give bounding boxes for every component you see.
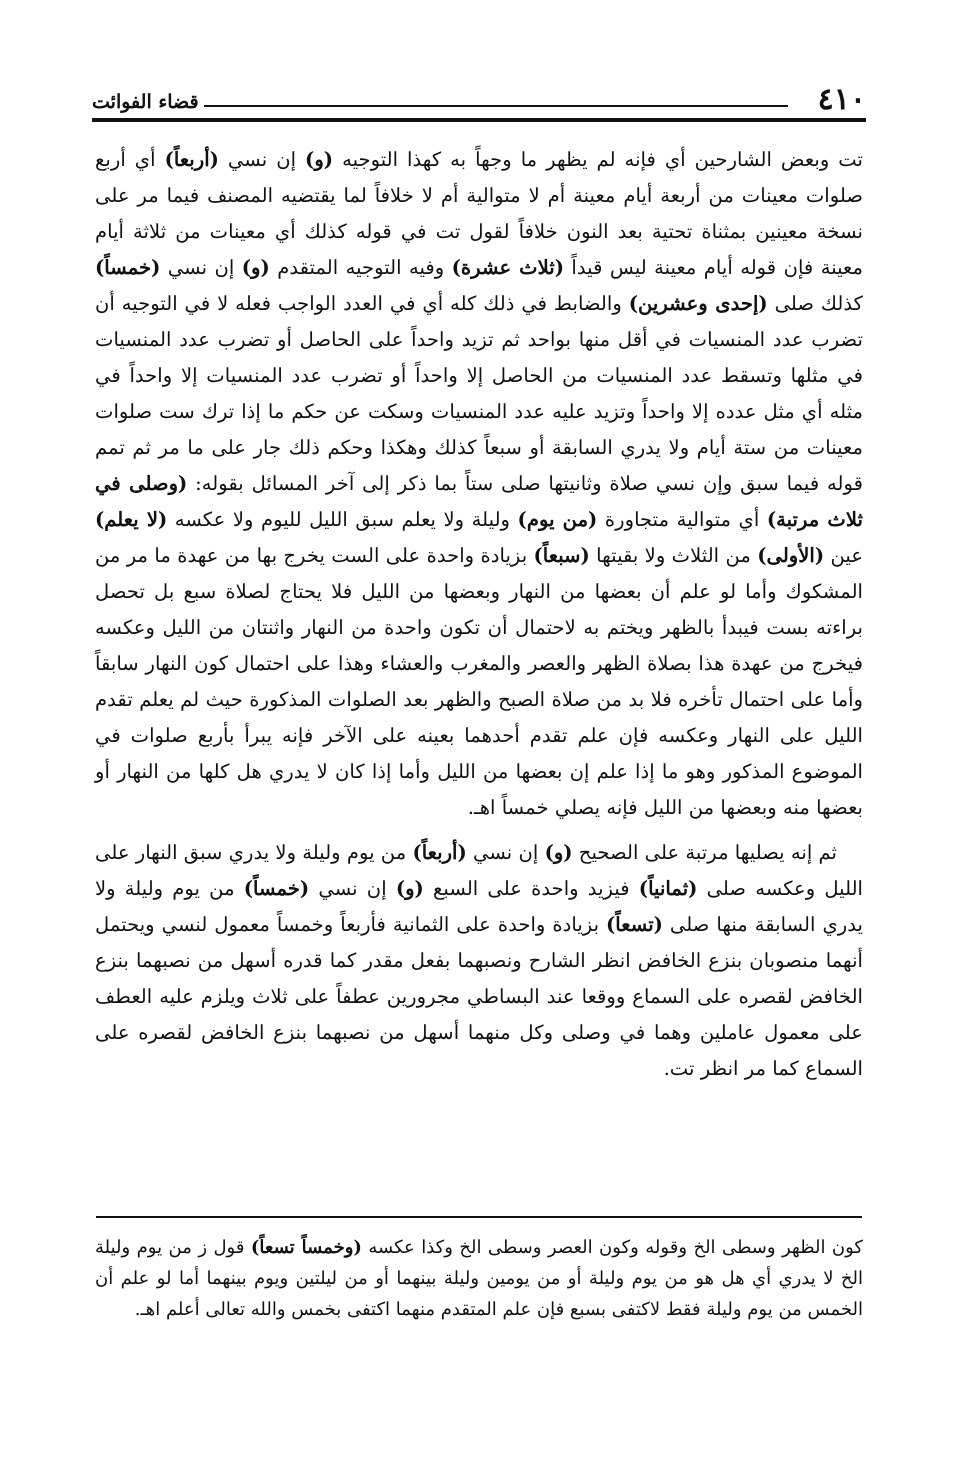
- page-header: [92, 84, 866, 124]
- bold-term: (ثلاث عشرة): [451, 256, 565, 279]
- running-title: قضاء الفوائت: [92, 91, 199, 113]
- text-run: إن نسي: [218, 148, 306, 171]
- bold-term: (أربعاً): [164, 148, 219, 171]
- bold-term: (أربعاً): [412, 841, 467, 864]
- text-run: ثم إنه يصليها مرتبة على الصحيح: [572, 841, 837, 864]
- text-run: والضابط في ذلك كله أي في العدد الواجب فعله لا في التوجيه أن تضرب عدد المنسيات في أقل منها بواحد ثم تزيد واحداً على الحاصل أو تضرب عدد المنسيات في مثلها وتسقط عدد المنسيات من الحاصل إلا واحداً أو تضرب عدد المنسيات إلا واحداً في مثله أي مثل عدده إلا واحداً وتزيد عليه عدد المنسيات وسكت عن حكم ما إذا ترك ست صلوات معينات من ستة أيام ولا يدري السابقة أو سبعاً كذلك وهكذا وحكم ذلك جار على ما مر ثم تمم قوله فيما سبق وإن نسي صلاة وثانيتها صلى ستاً بما ذكر إلى آخر المسائل بقوله:: [95, 292, 863, 495]
- bold-term: (خمساً): [95, 256, 161, 279]
- text-run: عين: [824, 544, 864, 567]
- text-run: وفيه التوجيه المتقدم: [269, 256, 452, 279]
- text-run: وليلة ولا يعلم سبق الليل لليوم ولا عكسه: [167, 508, 518, 531]
- bold-term: (الأولى): [757, 544, 825, 567]
- header-thin-rule: [204, 105, 788, 107]
- text-run: إن نسي: [160, 256, 242, 279]
- text-run: كذلك صلى: [767, 292, 863, 315]
- text-run: إن نسي: [466, 841, 545, 864]
- footnote: [95, 1232, 863, 1325]
- text-run: أي أربع صلوات معينات من أربعة أيام معينة أم لا متوالية أم لا خلافاً لما يقتضيه المصنف فيما مر على نسخة معينين بمثناة تحتية بعد النون خلافاً لقول تت في قوله كذلك أي معينات من ثلاثة أيام معينة فإن قوله أيام معينة ليس قيداً: [95, 148, 863, 279]
- bold-term: (و): [305, 148, 334, 171]
- bold-term: (و): [544, 841, 573, 864]
- text-run: تت وبعض الشارحين أي فإنه لم يظهر ما وجهاً به كهذا التوجيه: [333, 148, 863, 171]
- main-paragraph-1: [95, 142, 863, 826]
- bold-term: (من يوم): [517, 508, 598, 531]
- text-run: بزيادة واحدة على الثمانية فأربعاً وخمساً معمول لنسي ويحتمل أنهما منصوبان بنزع الخافض انظر الشارح ونصبهما بفعل مقدر كما قدره أسهل من نصبهما بنزع الخافض لقصره على السماع ووقعا عند البساطي مجرورين عطفاً على ثلاث ويلزم عليه العطف على معمول عاملين وهما في وصلى وكل منهما أسهل من نصبهما بنزع الخافض لقصره على السماع كما مر انظر تت.: [95, 913, 863, 1080]
- header-thick-rule: [92, 118, 866, 122]
- bold-term: (وخمساً تسعاً): [250, 1237, 362, 1258]
- bold-term: (خمساً): [243, 877, 310, 900]
- text-run: قول ز من يوم وليلة الخ لا يدري أي هل هو من يوم وليلة أو من يومين وليلة بينهما أو من ليلتين ويوم بينهما أما لو علم أن الخمس من يوم وليلة فقط لاكتفى بسبع فإن علم المتقدم منهما اكتفى بخمس والله تعالى أعلم اهـ.: [95, 1237, 863, 1320]
- bold-term: (تسعاً): [606, 913, 663, 936]
- text-run: من يوم وليلة ولا يدري السابقة منها صلى: [95, 877, 863, 936]
- text-run: من يوم وليلة ولا يدري سبق النهار على الليل وعكسه صلى: [95, 841, 863, 900]
- bold-term: (إحدى وعشرين): [628, 292, 768, 315]
- footnote-separator: [96, 1216, 862, 1218]
- bold-term: (لا يعلم): [95, 508, 168, 531]
- bold-term: (وصلى في ثلاث مرتبة): [95, 472, 863, 531]
- main-paragraph-2: [95, 835, 863, 1087]
- text-run: أي متوالية متجاورة: [597, 508, 767, 531]
- text-run: كون الظهر وسطى الخ وقوله وكون العصر وسطى الخ وكذا عكسه: [361, 1237, 863, 1258]
- page-number: ٤١٠: [817, 82, 866, 117]
- text-run: بزيادة واحدة على الست يخرج بها من عهدة ما مر من المشكوك وأما لو علم أن بعضها من النهار وبعضها من الليل فلا يحتاج لصلاة سبع بل تحصل براءته بست فيبدأ بالظهر ويختم به لاحتمال أن تكون واحدة من النهار واثنتان من الليل وعكسه فيخرج من عهدة هذا بصلاة الظهر والعصر والمغرب والعشاء وهذا على احتمال كون النهار سابقاً وأما على احتمال تأخره فلا بد من صلاة الصبح والظهر بعد الصلوات المذكورة حيث لم يعلم تقدم الليل على النهار وعكسه فإن علم تقدم أحدهما بعينه على الآخر فإنه يبرأ بأربع صلوات في الموضوع المذكور وهو ما إذا علم إن بعضها من الليل وأما إذا كان لا يدري هل كلها من النهار أو بعضها منه وبعضها من الليل فإنه يصلي خمساً اهـ.: [95, 544, 863, 819]
- text-run: فيزيد واحدة على السبع: [423, 877, 639, 900]
- text-run: من الثلاث ولا بقيتها: [589, 544, 758, 567]
- bold-term: (و): [241, 256, 270, 279]
- bold-term: (سبعاً): [533, 544, 590, 567]
- bold-term: (ثمانياً): [638, 877, 698, 900]
- bold-term: (و): [395, 877, 424, 900]
- text-run: إن نسي: [309, 877, 396, 900]
- main-text: [95, 142, 863, 1087]
